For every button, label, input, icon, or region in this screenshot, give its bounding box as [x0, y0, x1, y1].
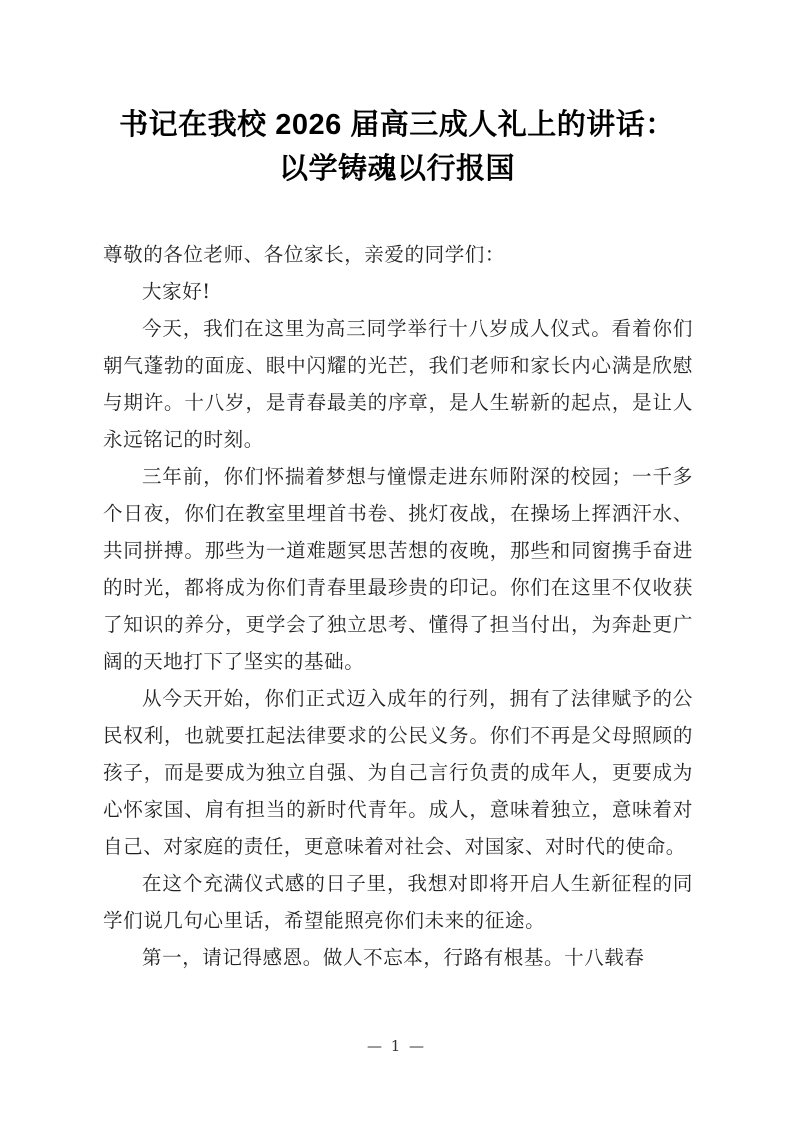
paragraph-5: 第一，请记得感恩。做人不忘本，行路有根基。十八载春 — [142, 946, 645, 969]
title-line-2: 以学铸魂以行报国 — [278, 153, 515, 185]
paragraph-1: 今天，我们在这里为高三同学举行十八岁成人仪式。看着你们朝气蓬勃的面庞、眼中闪耀的光芒，我们老师和家长内心满是欣慰与期许。十八岁，是青春最美的序章，是人生崭新的起点，是让人永远铭记的时刻。 — [103, 317, 693, 451]
document-body — [103, 236, 693, 976]
paragraph-4: 在这个充满仪式感的日子里，我想对即将开启人生新征程的同学们说几句心里话，希望能照亮你们未来的征途。 — [103, 872, 693, 932]
page-title — [103, 103, 691, 191]
paragraph-3: 从今天开始，你们正式迈入成年的行列，拥有了法律赋予的公民权利，也就要扛起法律要求的公民义务。你们不再是父母照顾的孩子，而是要成为独立自强、为自己言行负责的成年人，更要成为心怀家国、肩有担当的新时代青年。成人，意味着独立，意味着对自己、对家庭的责任，更意味着对社会、对国家、对时代的使命。 — [103, 687, 693, 858]
title-line-1: 书记在我校 2026 届高三成人礼上的讲话： — [119, 109, 675, 141]
paragraph-salutation: 尊敬的各位老师、各位家长，亲爱的同学们： — [103, 243, 506, 266]
paragraph-greeting: 大家好! — [142, 280, 211, 303]
paragraph-2: 三年前，你们怀揣着梦想与憧憬走进东师附深的校园；一千多个日夜，你们在教室里埋首书卷、挑灯夜战，在操场上挥洒汗水、共同拼搏。那些为一道难题冥思苦想的夜晚，那些和同窗携手奋进的时光，都将成为你们青春里最珍贵的印记。你们在这里不仅收获了知识的养分，更学会了独立思考、懂得了担当付出，为奔赴更广阔的天地打下了坚实的基础。 — [103, 465, 693, 673]
page-number-footer: — 1 — — [366, 1037, 427, 1055]
